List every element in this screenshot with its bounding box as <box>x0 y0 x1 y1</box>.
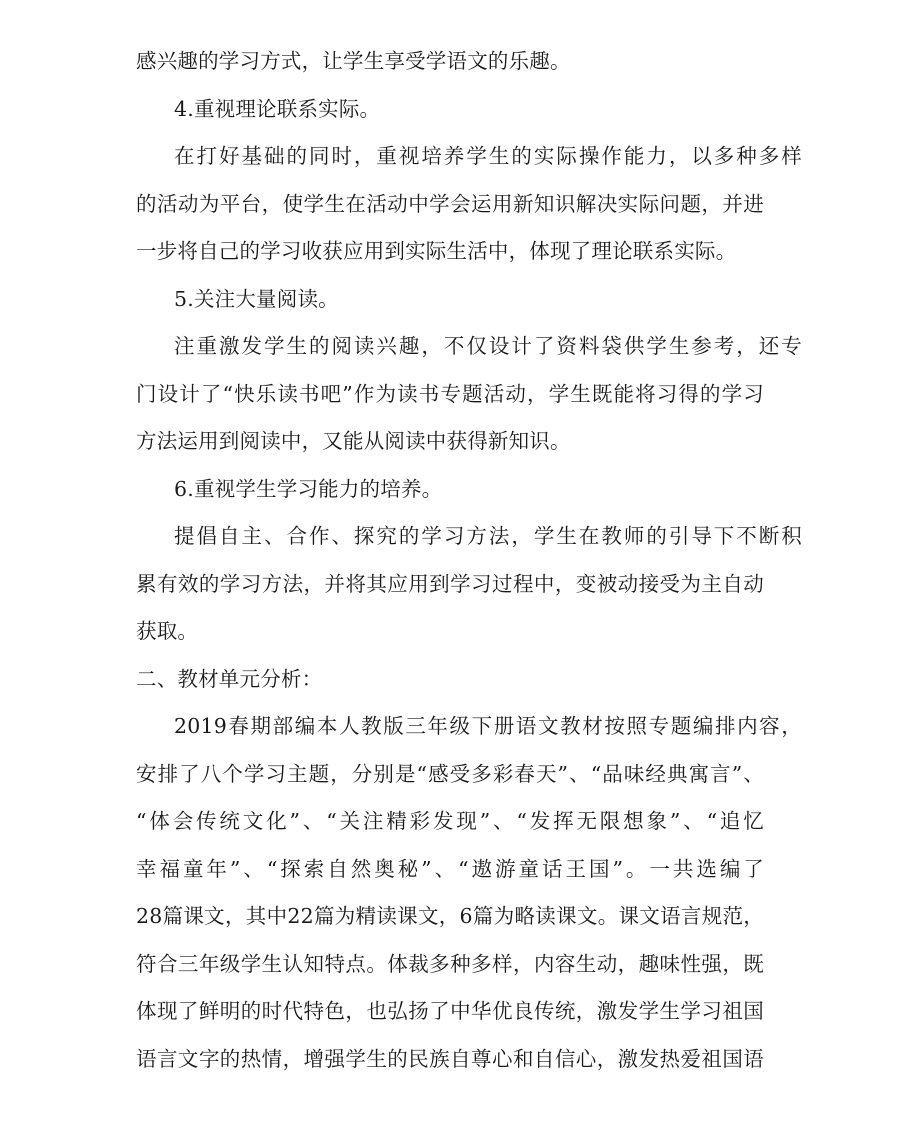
text-line: 语言文字的热情，增强学生的民族自尊心和自信心，激发热爱祖国语 <box>136 1046 764 1071</box>
text-line: 累有效的学习方法，并将其应用到学习过程中，变被动接受为主自动 <box>136 571 764 596</box>
document-page <box>136 38 802 1083</box>
text-line: “体会传统文化”、“关注精彩发现”、“发挥无限想象”、“追忆 <box>136 809 764 833</box>
text-line: 注重激发学生的阅读兴趣，不仅设计了资料袋供学生参考，还专 <box>174 334 802 358</box>
section-heading: 4.重视理论联系实际。 <box>174 96 381 121</box>
text-line: 一步将自己的学习收获应用到实际生活中，体现了理论联系实际。 <box>136 239 737 263</box>
text-line: 门设计了“快乐读书吧”作为读书专题活动，学生既能将习得的学习 <box>136 381 764 406</box>
text-line: 体现了鲜明的时代特色，也弘扬了中华优良传统，激发学生学习祖国 <box>136 999 764 1023</box>
text-line: 感兴趣的学习方式，让学生享受学语文的乐趣。 <box>136 49 571 73</box>
text-line: 2019春期部编本人教版三年级下册语文教材按照专题编排内容， <box>174 714 802 738</box>
chapter-heading: 二、教材单元分析： <box>136 666 323 691</box>
text-line: 的活动为平台，使学生在活动中学会运用新知识解决实际问题，并进 <box>136 191 764 216</box>
text-line: 28篇课文，其中22篇为精读课文，6篇为略读课文。课文语言规范， <box>136 904 764 928</box>
section-heading: 5.关注大量阅读。 <box>174 286 339 311</box>
text-line: 提倡自主、合作、探究的学习方法，学生在教师的引导下不断积 <box>174 524 802 548</box>
text-line: 获取。 <box>136 619 199 643</box>
text-line: 安排了八个学习主题，分别是“感受多彩春天”、“品味经典寓言”、 <box>136 761 764 786</box>
text-line: 在打好基础的同时，重视培养学生的实际操作能力，以多种多样 <box>174 144 802 168</box>
section-heading: 6.重视学生学习能力的培养。 <box>174 476 443 501</box>
text-line: 符合三年级学生认知特点。体裁多种多样，内容生动，趣味性强，既 <box>136 951 764 976</box>
text-line: 幸福童年”、“探索自然奥秘”、“遨游童话王国”。一共选编了 <box>136 856 764 881</box>
text-line: 方法运用到阅读中，又能从阅读中获得新知识。 <box>136 429 571 453</box>
